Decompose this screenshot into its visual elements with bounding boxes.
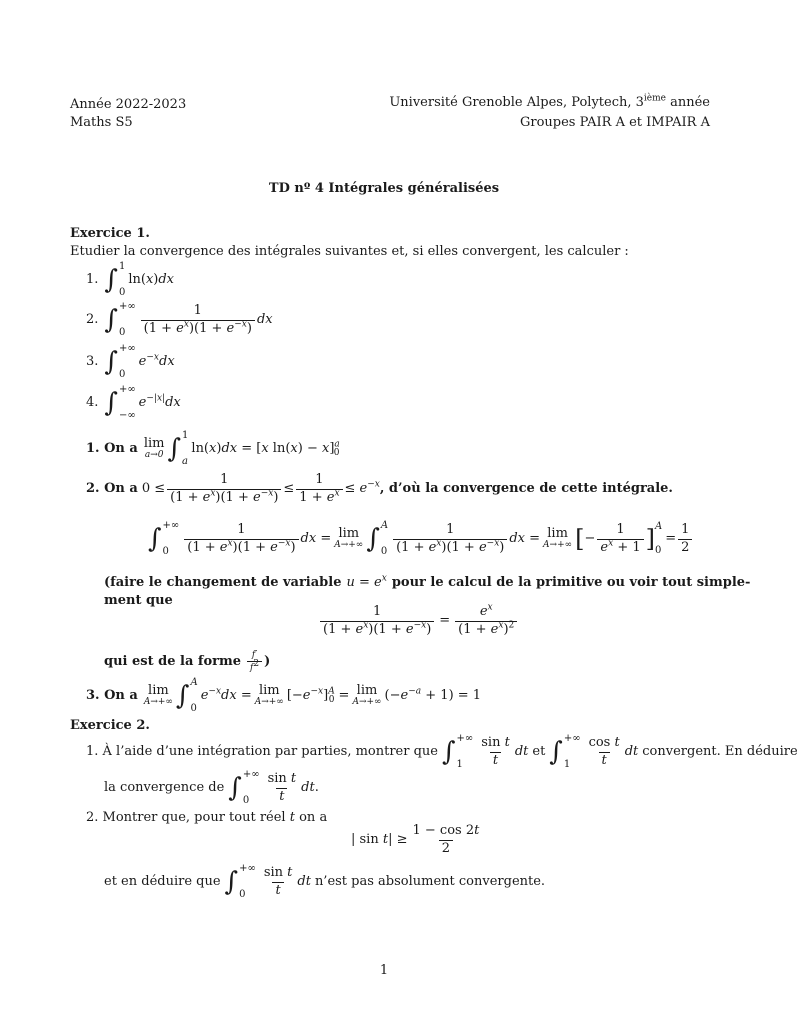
hint-line-3: qui est de la forme $\frac{f'}{f^2}$ ): [104, 650, 271, 674]
solution-2-computation: ∫ +∞ 0 $\frac{1}{(1 + e^x)(1 + e^{-x})}$ dx = lim A→+∞ ∫ A 0 $\frac{1}{(1 + e^x)(1 + e^{-x})}$ dx = lim A→+∞ [ − $\frac{1}{e^x + 1}$ ] A 0 = $\frac{1}{2}$: [148, 521, 694, 557]
exercise-1-item-2: 2. ∫ +∞ 0 $\frac{1}{(1 + e^x)(1 + e^{-x})}$ dx: [86, 301, 273, 338]
exercise-2-heading: Exercice 2.: [70, 718, 150, 733]
hint-line-1: (faire le changement de variable $u = e^x$ pour le calcul de la primitive ou voir tout simple-: [104, 573, 751, 590]
solution-3: 3. On a lim A→+∞ ∫ A 0 $e^{-x}dx$ = lim A→+∞ $[-e^{-x}]^A_0$ = lim A→+∞ $(-e^{-a} + 1) = 1$: [86, 677, 482, 714]
hint-identity: $\frac{1}{(1 + e^x)(1 + e^{-x})}$ = $\frac{e^x}{(1 + e^x)^2}$: [318, 605, 519, 638]
exercise-1-heading: Exercice 1.: [70, 226, 150, 241]
hint-line-2: ment que: [104, 593, 173, 608]
exercise-1-item-4: 4. ∫ +∞ −∞ $e^{-|x|}dx$: [86, 384, 181, 421]
exercise-1-item-3: 3. ∫ +∞ 0 $e^{-x}dx$: [86, 343, 175, 380]
header-groups: Groupes PAIR A et IMPAIR A: [519, 115, 710, 130]
solution-2: 2. On a 0 ≤ $\frac{1}{(1 + e^x)(1 + e^{-x})}$ ≤ $\frac{1}{1 + e^x}$ ≤ $e^{-x}$ , d’où la convergence de cette intégrale.: [86, 472, 673, 505]
header-year: Année 2022-2023: [70, 97, 187, 112]
exercise-1-statement: Etudier la convergence des intégrales suivantes et, si elles convergent, les calculer :: [70, 244, 629, 259]
header-university: Université Grenoble Alpes, Polytech, 3ième année: [389, 93, 710, 110]
solution-1: 1. On a lim a→0 ∫ 1 a ln(x)dx = [x ln(x) − x]$^a_0$: [86, 430, 340, 467]
exercise-1-item-1: 1. ∫ 1 0 ln(x)dx: [86, 261, 175, 298]
exercise-2-question-1-line-2: la convergence de ∫ +∞ 0 $\frac{\text{sin t}}{t}$ dt.: [104, 769, 319, 806]
header-course: Maths S5: [70, 115, 133, 130]
exercise-2-question-2-deduce: et en déduire que ∫ +∞ 0 $\frac{\text{sin t}}{t}$ dt n’est pas absolument convergente.: [104, 863, 546, 900]
page-title: TD nº 4 Intégrales généralisées: [268, 181, 500, 196]
exercise-2-inequality: | sin t| ≥ $\frac{1 - \cos 2t}{2}$: [351, 823, 480, 856]
exercise-2-question-2: 2. Montrer que, pour tout réel t on a: [86, 810, 328, 825]
page-number: 1: [379, 963, 389, 978]
exercise-2-question-1: 1. À l’aide d’une intégration par parties, montrer que ∫ +∞ 1 $\frac{\text{sin t}}{t}$ dt et ∫ +∞ 1 $\frac{\text{cos t}}{t}$ dt convergent. En déduire: [86, 733, 798, 770]
